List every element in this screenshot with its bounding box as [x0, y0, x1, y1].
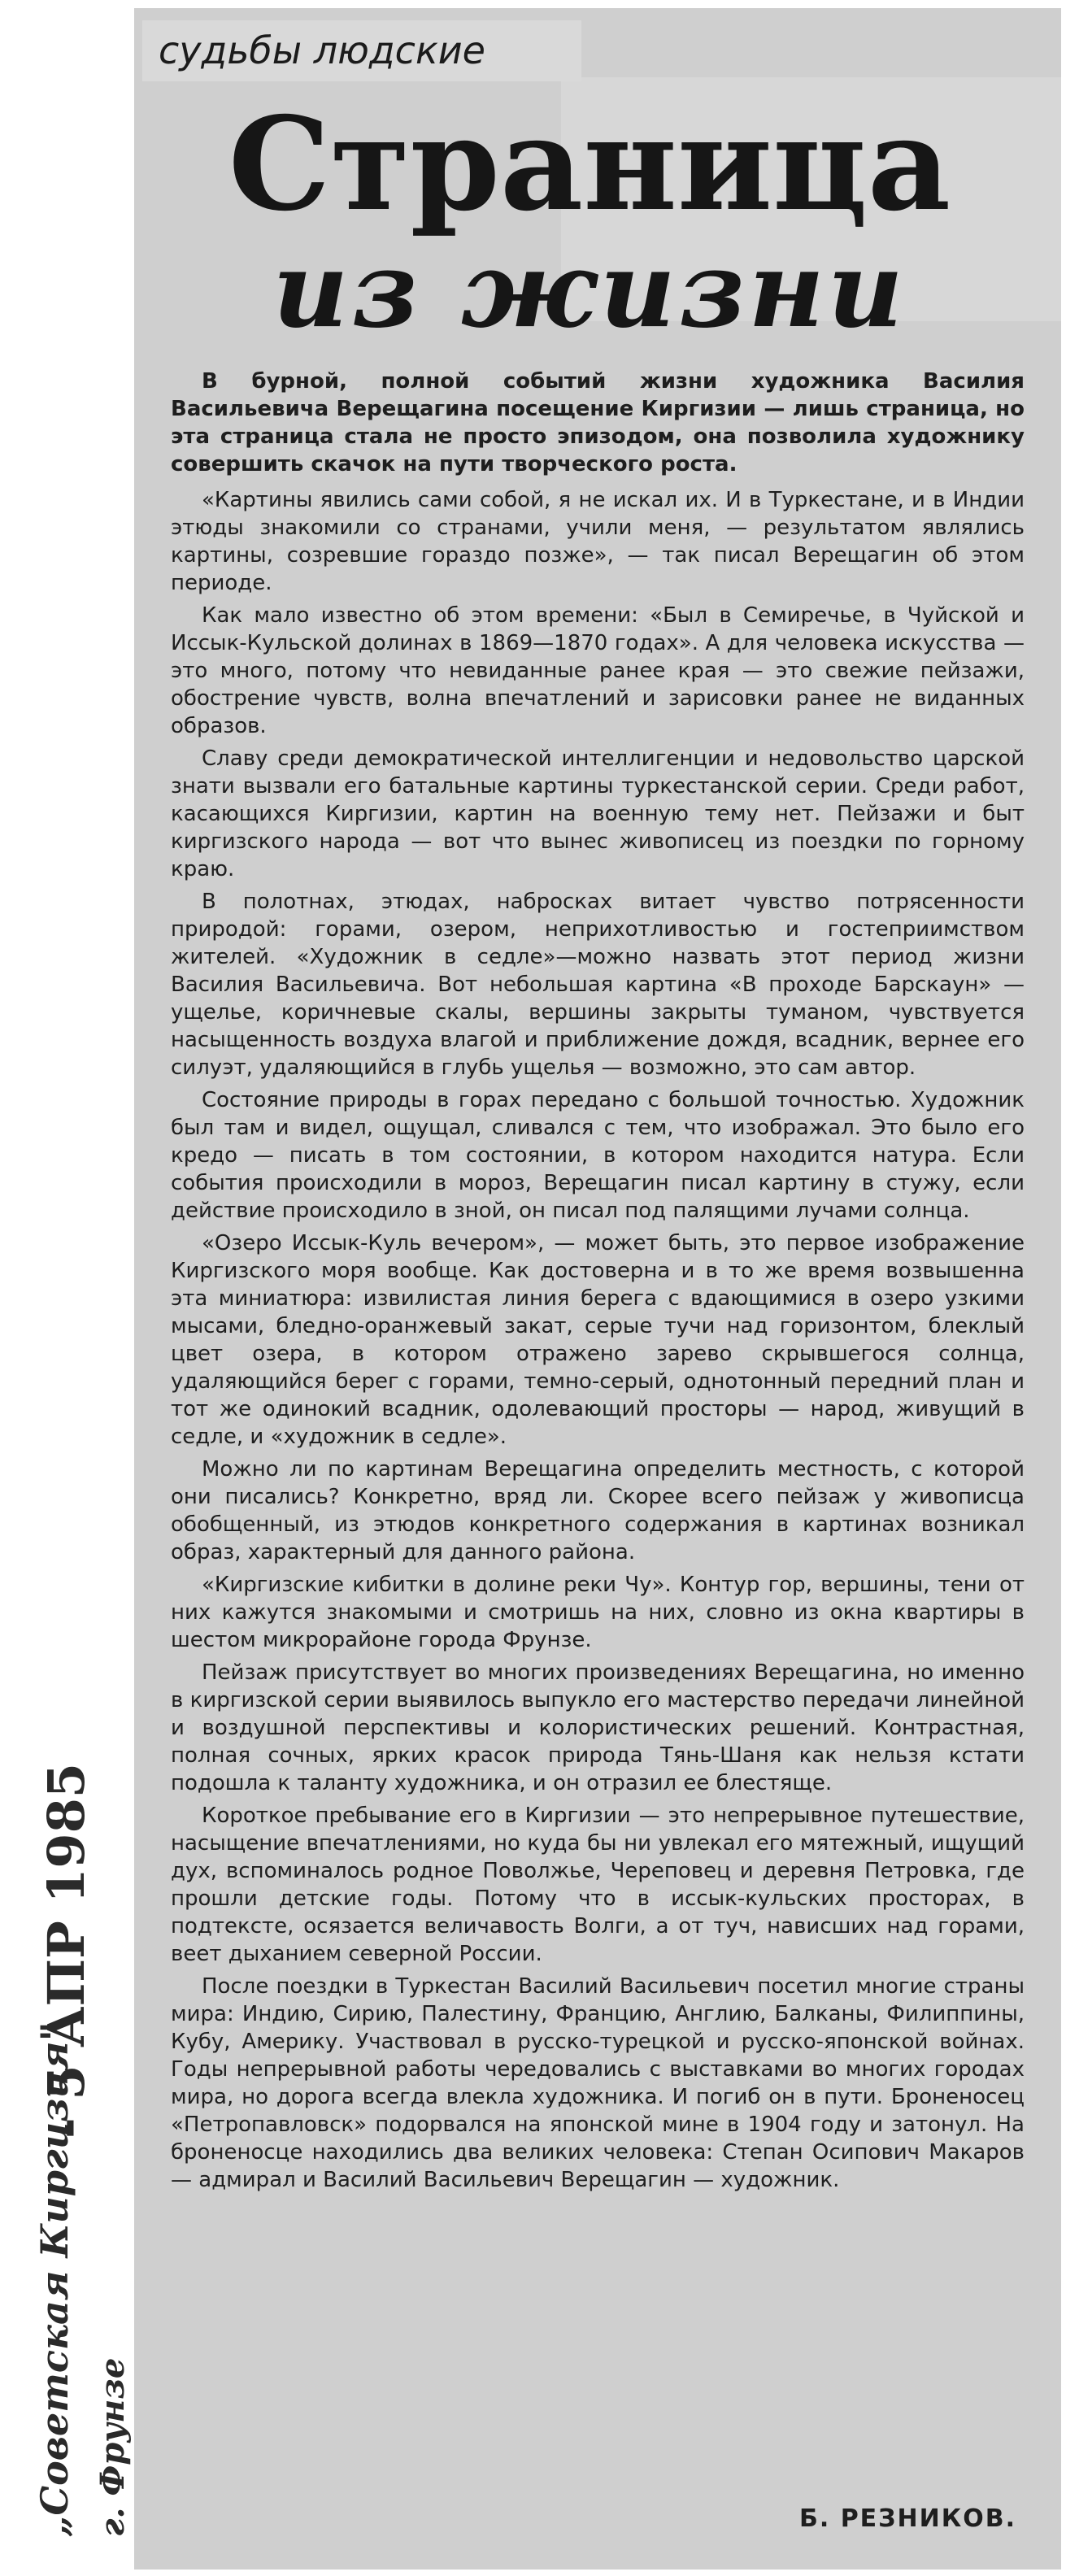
- author-signature: Б. РЕЗНИКОВ.: [798, 2504, 1016, 2533]
- article-paragraph: Можно ли по картинам Верещагина определить местность, с которой они писались? Конкретно, вряд ли. Скорее всего пейзаж у живописца обобщенный, из этюдов конкретного содержания в картинах возникал образ, характерный для данного района.: [171, 1457, 1025, 1564]
- clipping-source-label: [24, 1675, 132, 2537]
- article-body: [171, 368, 1025, 2199]
- date-stamp: - 5 АПР 1985: [37, 1763, 96, 2139]
- article-paragraph: После поездки в Туркестан Василий Васильевич посетил многие страны мира: Индию, Сирию, Палестину, Францию, Англию, Балканы, Филиппины, Кубу, Америку. Участвовал в русско-турецкой и русско-японской войнах. Годы непрерывной работы чередовались с выставками во многих городах мира, но дорога всегда влекла художника. И погиб он в пути. Броненосец «Петропавловск» подорвался на японской мине в 1904 году и затонул. На броненосце находились два великих человека: Степан Осипович Макаров — адмирал и Василий Васильевич Верещагин — художник.: [171, 1974, 1025, 2192]
- article-paragraph: Пейзаж присутствует во многих произведениях Верещагина, но именно в киргизской серии выявилось выпукло его мастерство передачи линейной и воздушной перспективы и колористических решений. Контрастная, полная сочных, ярких красок природа Тянь-Шаня как нельзя кстати подошла к таланту художника, и он отразил ее блестяще.: [171, 1660, 1025, 1795]
- article-paragraph: В полотнах, этюдах, набросках витает чувство потрясенности природой: горами, озером, неприхотливостью и гостеприимством жителей. «Художник в седле»—можно назвать этот период жизни Василия Васильевича. Вот небольшая картина «В проходе Барскаун» — ущелье, коричневые скалы, вершины закрыты туманом, чувствуется насыщенность воздуха влагой и приближение дождя, всадник, вернее его силуэт, удаляющийся в глубь ущелья — возможно, это сам автор.: [171, 890, 1025, 1080]
- article-paragraph: Славу среди демократической интеллигенции и недовольство царской знати вызвали его батальные картины туркестанской серии. Среди работ, касающихся Киргизии, картин на военную тему нет. Пейзажи и быт киргизского народа — вот что вынес живописец из поездки по горному краю.: [171, 746, 1025, 881]
- headline: [142, 89, 1037, 351]
- newspaper-city: г. Фрунзе: [94, 2357, 132, 2537]
- lead-paragraph: В бурной, полной событий жизни художника Василия Васильевича Верещагина посещение Киргизии — лишь страница, но эта страница стала не просто эпизодом, она позволила художнику совершить скачок на пути творческого роста.: [171, 369, 1025, 476]
- headline-line-2: из жизни: [272, 229, 907, 351]
- article-paragraph: Короткое пребывание его в Киргизии — это непрерывное путешествие, насыщение впечатлениями, но куда бы ни увлекал его мятежный, ищущий дух, вспоминалось родное Поволжье, Череповец и деревня Петровка, где прошли детские годы. Потому что в иссык-кульских просторах, в подтексте, осязается величавость Волги, а от туч, нависших над горами, веет дыханием северной России.: [171, 1804, 1025, 1966]
- article-paragraph: Как мало известно об этом времени: «Был в Семиречье, в Чуйской и Иссык-Кульской долинах в 1869—1870 годах». А для человека искусства — это много, потому что невиданные ранее края — это свежие пейзажи, обострение чувств, волна впечатлений и зарисовки ранее не виданных образов.: [171, 603, 1025, 738]
- headline-line-1: Страница: [228, 89, 951, 240]
- article-paragraph: «Озеро Иссык-Куль вечером», — может быть, это первое изображение Киргизского моря вообще. Как достоверна и в то же время возвышенна эта миниатюра: извилистая линия берега с вдающимися в озеро узкими мысами, бледно-оранжевый закат, серые тучи над горизонтом, блеклый цвет озера, в котором отражено зарево скрывшегося солнца, удаляющийся берег с горами, темно-серый, однотонный передний план и тот же одинокий всадник, одолевающий просторы — народ, живущий в седле, и «художник в седле».: [171, 1231, 1025, 1449]
- newspaper-name: „Советская Киргизия": [33, 2021, 76, 2537]
- article-paragraph: Состояние природы в горах передано с большой точностью. Художник был там и видел, ощущал, сливался с тем, что изображал. Это было его кредо — писать в том состоянии, в котором находится натура. Если события происходили в мороз, Верещагин писал картину в стужу, если действие происходило в зной, он писал под палящими лучами солнца.: [171, 1088, 1025, 1223]
- rubric-label: судьбы людские: [142, 20, 581, 81]
- article-paragraph: «Киргизские кибитки в долине реки Чу». Контур гор, вершины, тени от них кажутся знакомыми и смотришь на них, словно из окна квартиры в шестом микрорайоне города Фрунзе.: [171, 1573, 1025, 1652]
- article-paragraph: «Картины явились сами собой, я не искал их. И в Туркестане, и в Индии этюды знакомили со странами, учили меня, — результатом являлись картины, созревшие гораздо позже», — так писал Верещагин об этом периоде.: [171, 488, 1025, 595]
